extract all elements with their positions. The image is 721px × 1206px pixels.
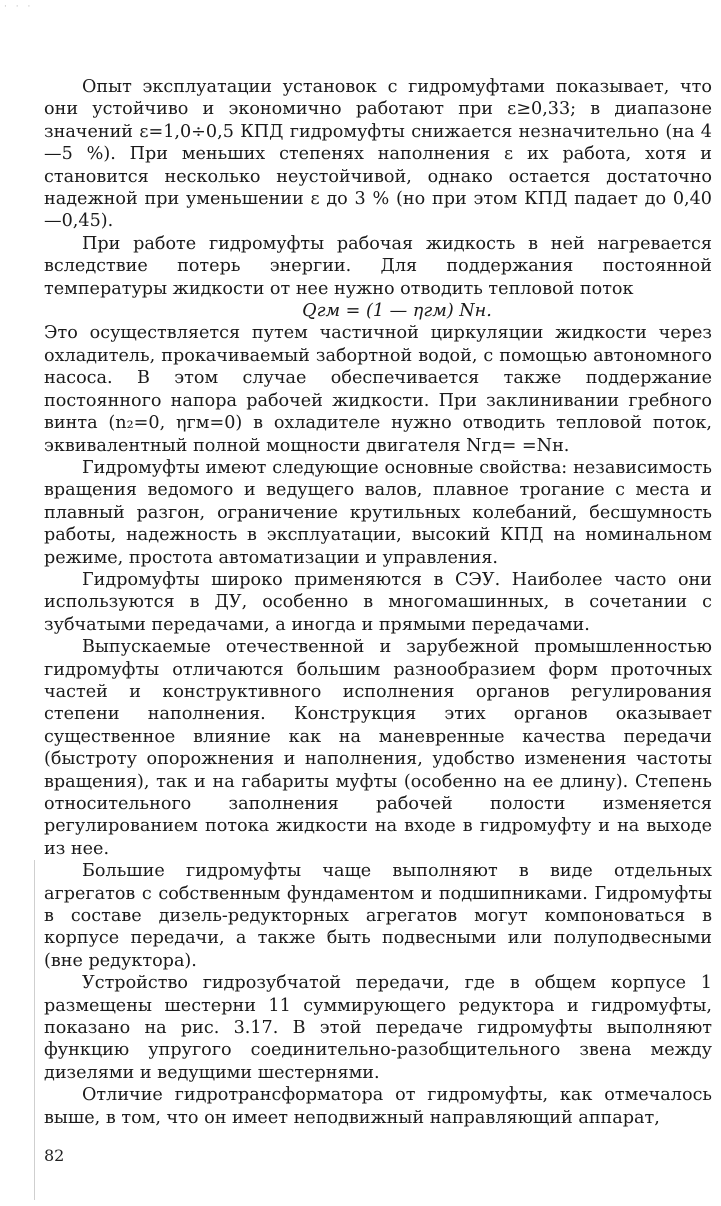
paragraph-8: Устройство гидрозубчатой передачи, где в общем корпусе 1 размещены шестерни 11 суммирующего редуктора и гидромуфты, показано на рис. 3.17. В этой передаче гидромуфты выполняют функцию упругого соединительно-разобщительного звена между дизелями и ведущими шестернями. <box>44 973 712 1083</box>
scan-artifact-dots: · · · <box>4 2 34 12</box>
page-number: 82 <box>44 1146 65 1165</box>
paragraph-7: Большие гидромуфты чаще выполняют в виде отдельных агрегатов с собственным фундаментом и подшипниками. Гидромуфты в составе дизель-редукторных агрегатов могут компоноваться в корпусе передачи, а также быть подвесными или полуподвесными (вне редуктора). <box>44 861 712 971</box>
formula-heat-flow: Qгм = (1 — ηгм) Nн. <box>302 301 492 322</box>
paragraph-1: Опыт эксплуатации установок с гидромуфтами показывает, что они устойчиво и экономично работают при ε≥0,33; в диапазоне значений ε=1,0÷0,5 КПД гидромуфты снижается незначительно (на 4—5 %). При меньших степенях наполнения ε их работа, хотя и становится несколько неустойчивой, однако остается достаточно надежной при уменьшении ε до 3 % (но при этом КПД падает до 0,40—0,45). <box>44 77 712 232</box>
paragraph-5: Гидромуфты широко применяются в СЭУ. Наиболее часто они используются в ДУ, особенно в многомашинных, в сочетании с зубчатыми передачами, а иногда и прямыми передачами. <box>44 569 712 635</box>
paragraph-9: Отличие гидротрансформатора от гидромуфты, как отмечалось выше, в том, что он имеет неподвижный направляющий аппарат, <box>44 1085 712 1128</box>
paragraph-2: При работе гидромуфты рабочая жидкость в ней нагревается вследствие потерь энергии. Для поддержания постоянной температуры жидкости от нее нужно отводить тепловой поток <box>44 233 712 299</box>
page-body <box>44 76 712 1129</box>
scan-margin-line <box>34 860 35 1200</box>
paragraph-6: Выпускаемые отечественной и зарубежной промышленностью гидромуфты отличаются большим разнообразием форм проточных частей и конструктивного исполнения органов регулирования степени наполнения. Конструкция этих органов оказывает существенное влияние как на маневренные качества передачи (быстроту опорожнения и наполнения, удобство изменения частоты вращения), так и на габариты муфты (особенно на ее длину). Степень относительного заполнения рабочей полости изменяется регулированием потока жидкости на входе в гидромуфту и на выходе из нее. <box>44 637 712 859</box>
paragraph-4: Гидромуфты имеют следующие основные свойства: независимость вращения ведомого и ведущего валов, плавное трогание с места и плавный разгон, ограничение крутильных колебаний, бесшумность работы, надежность в эксплуатации, высокий КПД на номинальном режиме, простота автоматизации и управления. <box>44 457 712 568</box>
paragraph-3: Это осуществляется путем частичной циркуляции жидкости через охладитель, прокачиваемый забортной водой, с помощью автономного насоса. В этом случае обеспечивается также поддержание постоянного напора рабочей жидкости. При заклинивании гребного винта (n₂=0, ηгм=0) в охладителе нужно отводить тепловой поток, эквивалентный полной мощности двигателя Nгд= =Nн. <box>44 323 712 456</box>
